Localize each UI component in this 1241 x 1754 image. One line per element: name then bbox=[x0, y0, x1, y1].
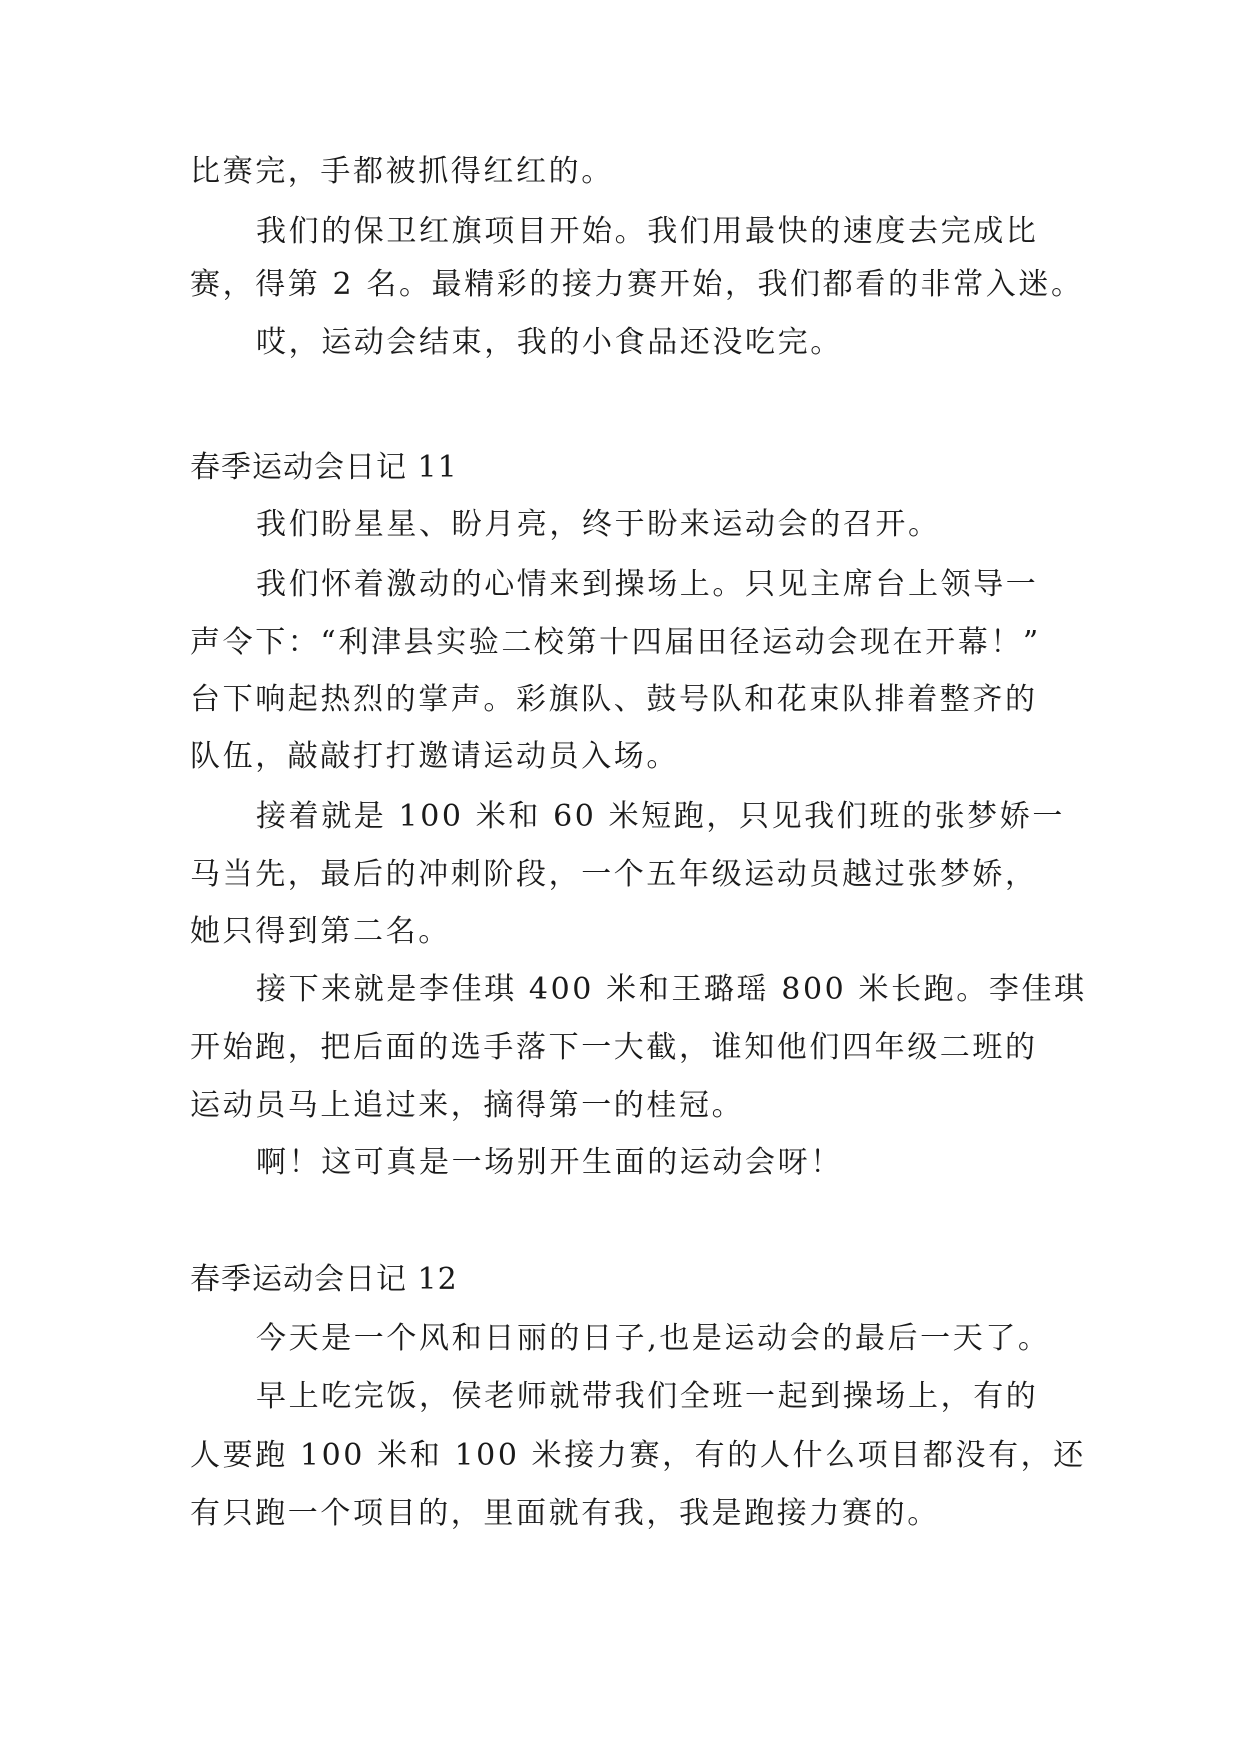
paragraph-line: 啊！这可真是一场别开生面的运动会呀！ bbox=[256, 1145, 843, 1180]
paragraph-line: 台下响起热烈的掌声。彩旗队、鼓号队和花束队排着整齐的 bbox=[190, 682, 1038, 717]
paragraph-line: 我们的保卫红旗项目开始。我们用最快的速度去完成比 bbox=[256, 214, 1039, 249]
paragraph-line: 声令下：“利津县实验二校第十四届田径运动会现在开幕！” bbox=[190, 625, 1041, 660]
paragraph-line: 比赛完，手都被抓得红红的。 bbox=[190, 154, 614, 189]
paragraph-line: 今天是一个风和日丽的日子,也是运动会的最后一天了。 bbox=[256, 1321, 1051, 1356]
paragraph-line: 她只得到第二名。 bbox=[190, 914, 451, 949]
paragraph-line: 开始跑，把后面的选手落下一大截，谁知他们四年级二班的 bbox=[190, 1030, 1038, 1065]
paragraph-line: 我们盼星星、盼月亮，终于盼来运动会的召开。 bbox=[256, 507, 941, 542]
paragraph-line: 接下来就是李佳琪 400 米和王璐瑶 800 米长跑。李佳琪 bbox=[256, 972, 1087, 1007]
section-heading: 春季运动会日记 12 bbox=[190, 1262, 458, 1297]
paragraph-line: 马当先，最后的冲刺阶段，一个五年级运动员越过张梦娇， bbox=[190, 857, 1038, 892]
paragraph-line: 我们怀着激动的心情来到操场上。只见主席台上领导一 bbox=[256, 567, 1039, 602]
section-heading: 春季运动会日记 11 bbox=[190, 450, 458, 485]
paragraph-line: 接着就是 100 米和 60 米短跑，只见我们班的张梦娇一 bbox=[256, 799, 1065, 834]
paragraph-line: 有只跑一个项目的，里面就有我，我是跑接力赛的。 bbox=[190, 1496, 940, 1531]
paragraph-line: 运动员马上追过来，摘得第一的桂冠。 bbox=[190, 1088, 745, 1123]
paragraph-line: 赛，得第 2 名。最精彩的接力赛开始，我们都看的非常入迷。 bbox=[190, 267, 1084, 302]
paragraph-line: 人要跑 100 米和 100 米接力赛，有的人什么项目都没有，还 bbox=[190, 1438, 1086, 1473]
paragraph-line: 哎，运动会结束，我的小食品还没吃完。 bbox=[256, 325, 843, 360]
paragraph-line: 队伍，敲敲打打邀请运动员入场。 bbox=[190, 739, 679, 774]
paragraph-line: 早上吃完饭，侯老师就带我们全班一起到操场上，有的 bbox=[256, 1379, 1039, 1414]
